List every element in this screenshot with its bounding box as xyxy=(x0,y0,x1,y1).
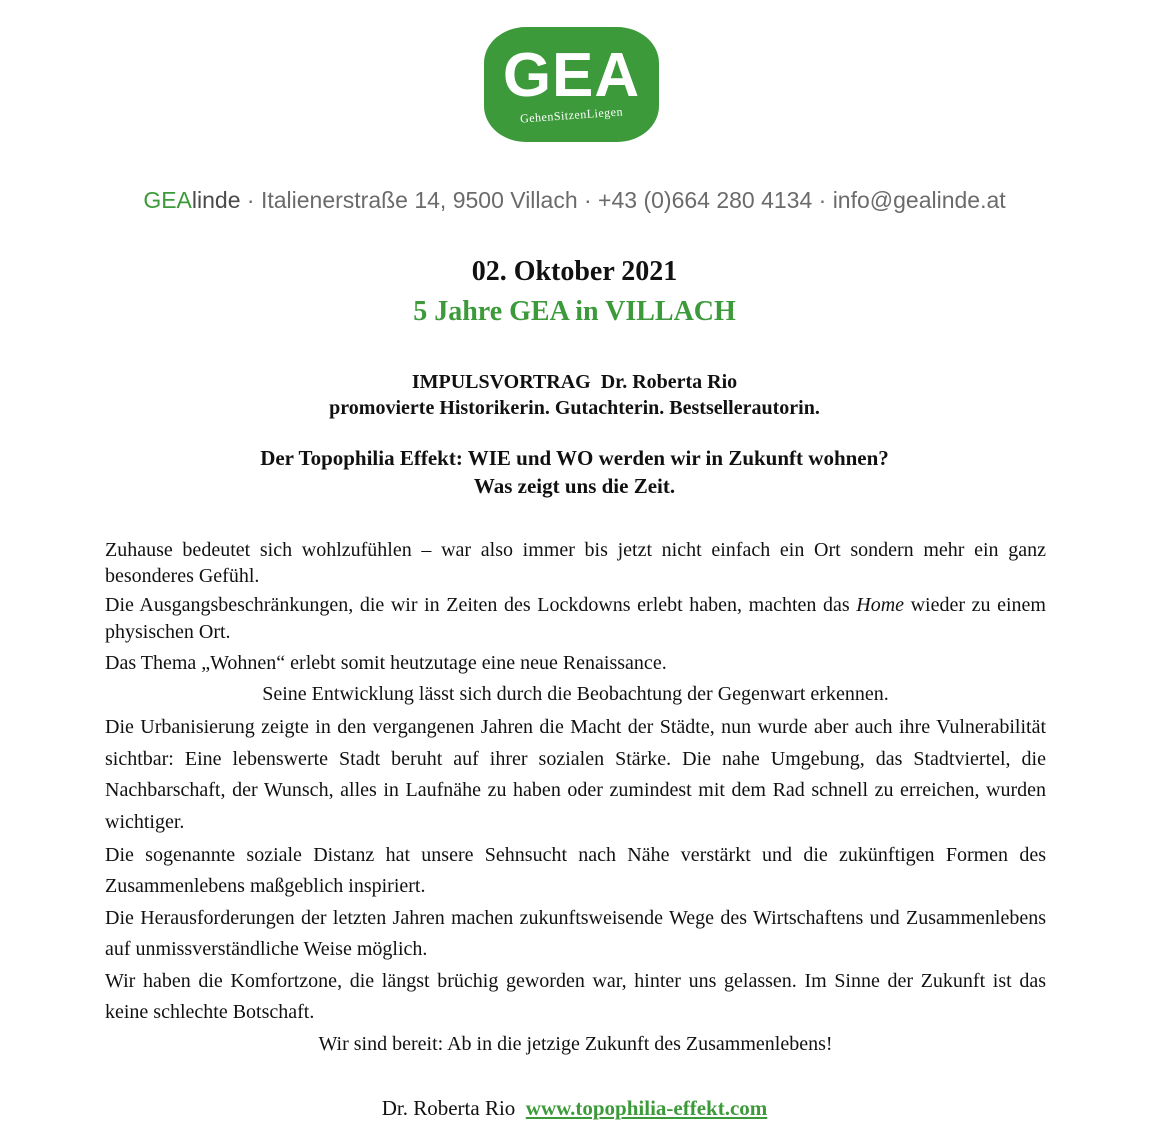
topic-line-1: Der Topophilia Effekt: WIE und WO werden wir in Zukunft wohnen? xyxy=(260,446,889,470)
address-line xyxy=(0,184,1149,216)
topic-line-2: Was zeigt uns die Zeit. xyxy=(473,474,676,498)
paragraph-2-end: wieder zu einem physischen Ort. xyxy=(105,594,1046,643)
signature-line xyxy=(0,1094,1149,1122)
gea-logo xyxy=(484,27,659,142)
address-brand: GEA xyxy=(143,187,192,213)
paragraph-1: Zuhause bedeutet sich wohlzufühlen – war also immer bis jetzt nicht einfach ein Ort sondern mehr ein ganz besonderes Gefühl. xyxy=(105,539,1046,587)
paragraph-9: Wir sind bereit: Ab in die jetzige Zukunft des Zusammenlebens! xyxy=(318,1033,833,1055)
logo-word: GEA xyxy=(502,41,641,110)
paragraph-2-italic: Home xyxy=(856,594,905,616)
address-details: · Italienerstraße 14, 9500 Villach · +43 (0)664 280 4134 · info@gealinde.at xyxy=(240,187,1006,213)
event-title: 5 Jahre GEA in VILLACH xyxy=(413,296,736,327)
paragraph-8: Wir haben die Komfortzone, die längst brüchig geworden war, hinter uns gelassen. Im Sinne der Zukunft ist das keine schlechte Botschaft. xyxy=(105,970,1046,1023)
logo-tagline: GehenSitzenLiegen xyxy=(519,104,624,126)
paragraph-2-start: Die Ausgangsbeschränkungen, die wir in Zeiten des Lockdowns erlebt haben, machten das xyxy=(105,594,857,616)
paragraph-5: Die Urbanisierung zeigte in den vergangenen Jahren die Macht der Städte, nun wurde aber auch ihre Vulnerabilität sichtbar: Eine lebenswerte Stadt beruht auf ihrer sozialen Stärke. Die nahe Umgebung, das Stadtviertel, die Nachbarschaft, der Wunsch, alles in Laufnähe zu haben oder zumindest mit dem Rad schnell zu erreichen, wurden wichtiger. xyxy=(105,716,1046,833)
website-link[interactable]: www.topophilia-effekt.com xyxy=(525,1096,768,1120)
paragraph-4: Seine Entwicklung lässt sich durch die Beobachtung der Gegenwart erkennen. xyxy=(262,683,889,705)
body-text xyxy=(105,537,1046,1058)
event-date: 02. Oktober 2021 xyxy=(471,256,678,287)
speaker-roles: promovierte Historikerin. Gutachterin. Bestsellerautorin. xyxy=(329,397,820,419)
paragraph-6: Die sogenannte soziale Distanz hat unsere Sehnsucht nach Nähe verstärkt und die zukünftigen Formen des Zusammenlebens maßgeblich inspiriert. xyxy=(105,844,1046,897)
paragraph-2 xyxy=(105,592,1046,646)
paragraph-7: Die Herausforderungen der letzten Jahren machen zukunftsweisende Wege des Wirtschaftens und Zusammenlebens auf unmissverständliche Weise möglich. xyxy=(105,907,1046,960)
paragraph-3: Das Thema „Wohnen“ erlebt somit heutzutage eine neue Renaissance. xyxy=(105,652,667,674)
address-brand-rest: linde xyxy=(191,187,241,213)
lecture-heading: IMPULSVORTRAG Dr. Roberta Rio xyxy=(411,371,738,393)
signature-name: Dr. Roberta Rio xyxy=(381,1096,516,1120)
